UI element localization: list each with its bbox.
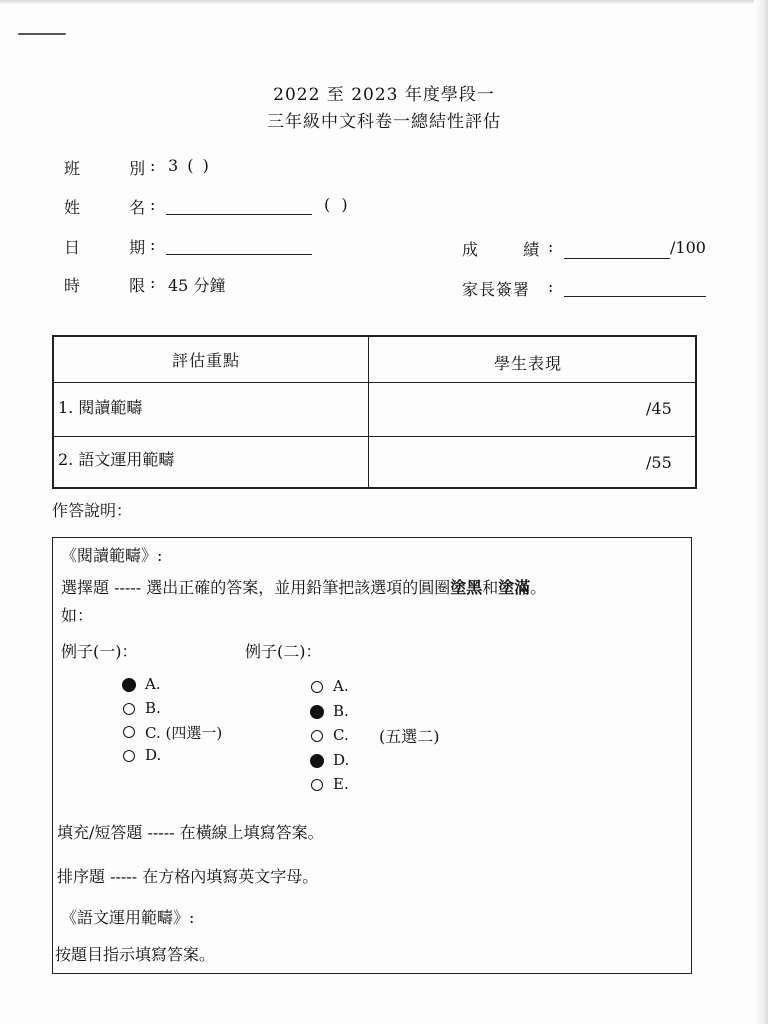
name-label-char1: 姓: [64, 198, 81, 217]
instructions-heading: 作答說明：: [52, 501, 133, 520]
parent-signature-label: 家長簽署: [462, 280, 531, 299]
example2-note: (五選二): [379, 727, 440, 746]
scan-mark: [18, 33, 66, 35]
table-header-focus: 評估重點: [172, 351, 241, 370]
table-divider-header: [54, 382, 695, 383]
date-label-char2: 期: [129, 238, 146, 257]
table-row-reading: 1. 閱讀範疇: [58, 398, 143, 417]
time-value: 45 分鐘: [168, 276, 226, 295]
scan-edge-right: [754, 0, 768, 1024]
exam-title-year: 2022 至 2023 年度學段一: [273, 85, 495, 105]
name-number-brackets: ( ): [324, 195, 351, 214]
date-blank-line[interactable]: [166, 254, 312, 255]
mc-bold-blacken: 塗黑: [450, 578, 483, 597]
time-label-char2: 限: [129, 276, 146, 295]
name-row: [64, 195, 154, 218]
table-divider-row: [54, 436, 695, 437]
mc-bold-fill: 塗滿: [498, 578, 531, 597]
time-label-char1: 時: [64, 276, 81, 295]
example2-option-label: E.: [333, 775, 349, 793]
score-row: [462, 237, 539, 260]
date-colon: :: [150, 235, 156, 254]
example1-bubble-filled[interactable]: [122, 678, 136, 692]
example2-bubble-empty[interactable]: [311, 779, 323, 791]
mc-instruction-text: 選擇題 ----- 選出正確的答案，並用鉛筆把該選項的圓圈: [61, 578, 451, 597]
score-label-char2: 績: [523, 240, 540, 259]
score-colon: :: [548, 237, 554, 256]
example2-option-label: A.: [333, 677, 349, 695]
date-label-char1: 日: [64, 238, 81, 257]
reading-section-title: 《閱讀範疇》:: [61, 546, 163, 565]
score-total: /100: [670, 238, 706, 257]
example2-bubble-empty[interactable]: [311, 681, 323, 693]
time-row: [64, 273, 154, 296]
name-blank-line[interactable]: [166, 214, 312, 215]
parent-colon: :: [548, 277, 554, 296]
example1-option-label: D.: [145, 745, 162, 764]
score-label-char1: 成: [462, 240, 479, 259]
example2-option-label: B.: [333, 701, 349, 720]
example2-option-label: C.: [333, 726, 349, 744]
example1-title: 例子(一)：: [61, 642, 138, 661]
mc-instruction: [61, 575, 546, 598]
instructions-box: [52, 537, 692, 974]
table-header-performance: 學生表現: [494, 354, 563, 373]
language-instruction: 按題目指示填寫答案。: [55, 945, 216, 964]
table-row-language: 2. 語文運用範疇: [58, 450, 175, 469]
example2-option-label: D.: [333, 750, 350, 769]
table-score-reading: /45: [646, 399, 672, 418]
example2-bubble-filled[interactable]: [310, 754, 324, 768]
date-row: [64, 235, 154, 258]
name-colon: :: [150, 195, 156, 214]
class-row: [64, 156, 154, 179]
class-colon: :: [150, 156, 156, 175]
mc-and: 和: [482, 578, 499, 597]
ordering-instruction: 排序題 ----- 在方格內填寫英文字母。: [57, 867, 319, 886]
example1-option-label: C. (四選一): [145, 724, 223, 742]
example1-bubble-empty[interactable]: [123, 726, 135, 738]
time-colon: :: [150, 273, 156, 292]
example1-option-label: A.: [145, 675, 161, 693]
scan-edge-top: [0, 0, 768, 4]
score-blank-line[interactable]: [564, 258, 670, 259]
mc-end: 。: [530, 578, 547, 597]
class-value: 3 ( ): [168, 156, 211, 175]
class-label-char1: 班: [64, 159, 81, 178]
table-divider-vertical: [368, 337, 369, 487]
example2-bubble-empty[interactable]: [311, 730, 323, 742]
example2-bubble-filled[interactable]: [310, 705, 324, 719]
name-label-char2: 名: [129, 198, 146, 217]
fill-in-instruction: 填充/短答題 ----- 在橫線上填寫答案。: [57, 823, 324, 842]
example1-bubble-empty[interactable]: [123, 750, 135, 762]
exam-title-subject: 三年級中文科卷一總結性評估: [267, 112, 501, 132]
table-score-language: /55: [646, 453, 672, 472]
example2-title: 例子(二)：: [245, 642, 322, 661]
example1-bubble-empty[interactable]: [123, 703, 135, 715]
example-intro: 如：: [61, 606, 94, 625]
language-section-title: 《語文運用範疇》:: [61, 908, 195, 927]
parent-signature-line[interactable]: [564, 296, 706, 297]
example1-option-label: B.: [145, 698, 161, 717]
class-label-char2: 別: [129, 159, 146, 178]
assessment-table: [52, 335, 697, 489]
